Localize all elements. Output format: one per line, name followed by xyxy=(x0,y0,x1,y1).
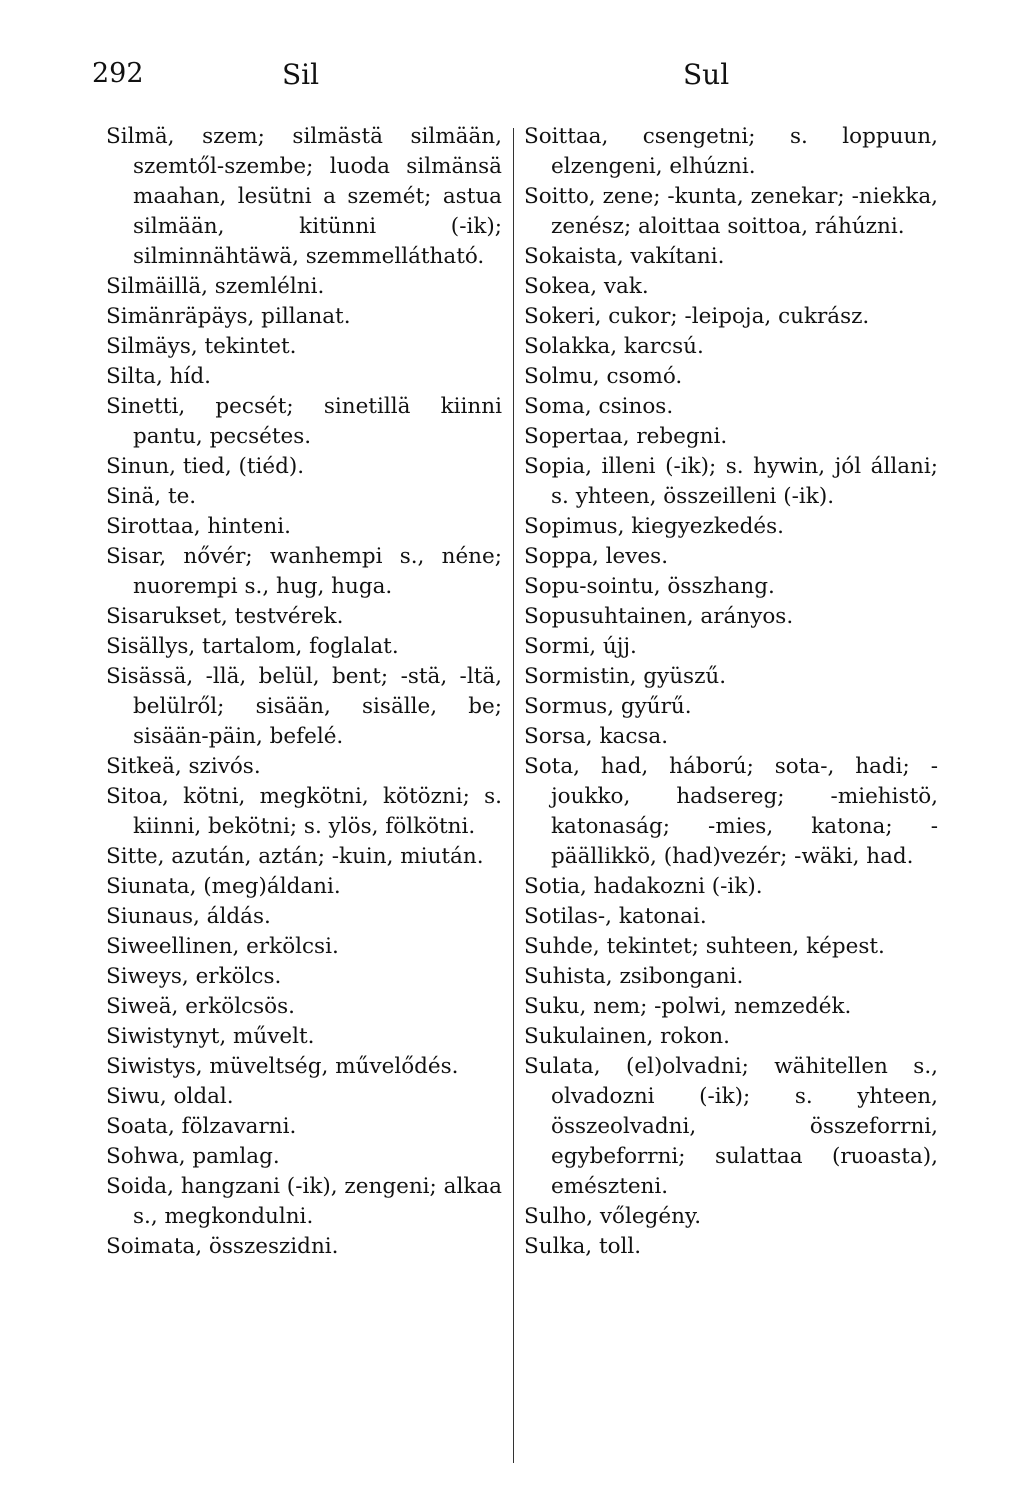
dictionary-entry: Sopu-sointu, összhang. xyxy=(524,574,775,599)
dictionary-entry: Sotia, hadakozni (-ik). xyxy=(524,874,763,899)
dictionary-entry: Sopusuhtainen, arányos. xyxy=(524,604,794,629)
dictionary-entry: Silta, híd. xyxy=(106,364,211,389)
dictionary-entry: Sisässä, -llä, belül, bent; -stä, -ltä, belülről; sisään, sisälle, be; sisään-päin, befelé. xyxy=(106,664,502,749)
dictionary-entry: Silmäillä, szemlélni. xyxy=(106,274,325,299)
dictionary-entry: Sokeri, cukor; -leipoja, cukrász. xyxy=(524,304,870,329)
dictionary-entry: Sotilas-, katonai. xyxy=(524,904,707,929)
dictionary-entry: Soppa, leves. xyxy=(524,544,669,569)
dictionary-entry: Sulka, toll. xyxy=(524,1234,642,1259)
left-column xyxy=(106,122,502,1262)
dictionary-entry: Sisar, nővér; wanhempi s., néne; nuorempi s., hug, huga. xyxy=(106,544,502,599)
dictionary-entry: Sulata, (el)olvadni; wähitellen s., olvadozni (-ik); s. yhteen, összeolvadni, összeforrni, egybeforrni; sulattaa (ruoasta), emészteni. xyxy=(524,1054,938,1199)
dictionary-entry: Soitto, zene; -kunta, zenekar; -niekka, zenész; aloittaa soittoa, ráhúzni. xyxy=(524,184,938,239)
dictionary-entry: Sormus, gyűrű. xyxy=(524,694,692,719)
dictionary-entry: Soida, hangzani (-ik), zengeni; alkaa s., megkondulni. xyxy=(106,1174,502,1229)
page-number: 292 xyxy=(92,58,144,89)
dictionary-entry: Suku, nem; -polwi, nemzedék. xyxy=(524,994,852,1019)
dictionary-entry: Sitte, azután, aztán; -kuin, miután. xyxy=(106,844,484,869)
dictionary-entry: Sopimus, kiegyezkedés. xyxy=(524,514,784,539)
dictionary-entry: Sopia, illeni (-ik); s. hywin, jól állani; s. yhteen, összeilleni (-ik). xyxy=(524,454,938,509)
right-column xyxy=(524,122,938,1262)
dictionary-entry: Sisällys, tartalom, foglalat. xyxy=(106,634,399,659)
dictionary-entry: Silmäys, tekintet. xyxy=(106,334,297,359)
dictionary-entry: Siwistynyt, művelt. xyxy=(106,1024,315,1049)
dictionary-entry: Sota, had, háború; sota-, hadi; -joukko, hadsereg; -miehistö, katonaság; -mies, katona; -päällikkö, (had)vezér; -wäki, had. xyxy=(524,754,938,869)
dictionary-entry: Sormistin, gyüszű. xyxy=(524,664,727,689)
dictionary-entry: Suhista, zsibongani. xyxy=(524,964,744,989)
page-header xyxy=(0,58,1024,98)
dictionary-entry: Soimata, összeszidni. xyxy=(106,1234,339,1259)
dictionary-entry: Sokaista, vakítani. xyxy=(524,244,725,269)
dictionary-entry: Sormi, újj. xyxy=(524,634,637,659)
left-running-head: Sil xyxy=(282,58,320,91)
dictionary-entry: Suhde, tekintet; suhteen, képest. xyxy=(524,934,885,959)
dictionary-entry: Siweä, erkölcsös. xyxy=(106,994,295,1019)
dictionary-entry: Simänräpäys, pillanat. xyxy=(106,304,351,329)
dictionary-entry: Siwistys, müveltség, művelődés. xyxy=(106,1054,459,1079)
dictionary-entry: Siunaus, áldás. xyxy=(106,904,271,929)
dictionary-entry: Sirottaa, hinteni. xyxy=(106,514,291,539)
column-divider xyxy=(513,128,514,1463)
dictionary-entry: Siweellinen, erkölcsi. xyxy=(106,934,339,959)
dictionary-entry: Soata, fölzavarni. xyxy=(106,1114,297,1139)
dictionary-entry: Sisarukset, testvérek. xyxy=(106,604,344,629)
dictionary-entry: Sitkeä, szivós. xyxy=(106,754,261,779)
dictionary-entry: Sukulainen, rokon. xyxy=(524,1024,730,1049)
dictionary-entry: Siunata, (meg)áldani. xyxy=(106,874,341,899)
right-running-head: Sul xyxy=(683,58,730,91)
dictionary-entry: Sulho, vőlegény. xyxy=(524,1204,702,1229)
dictionary-entry: Sitoa, kötni, megkötni, kötözni; s. kiinni, bekötni; s. ylös, fölkötni. xyxy=(106,784,502,839)
dictionary-entry: Siwu, oldal. xyxy=(106,1084,234,1109)
dictionary-entry: Soma, csinos. xyxy=(524,394,674,419)
dictionary-entry: Sinä, te. xyxy=(106,484,197,509)
dictionary-entry: Sinetti, pecsét; sinetillä kiinni pantu, pecsétes. xyxy=(106,394,502,449)
dictionary-entry: Sohwa, pamlag. xyxy=(106,1144,280,1169)
dictionary-entry: Sokea, vak. xyxy=(524,274,649,299)
dictionary-entry: Solmu, csomó. xyxy=(524,364,683,389)
dictionary-entry: Siweys, erkölcs. xyxy=(106,964,282,989)
dictionary-entry: Solakka, karcsú. xyxy=(524,334,704,359)
dictionary-entry: Silmä, szem; silmästä silmään, szemtől-szembe; luoda silmänsä maahan, lesütni a szemét; astua silmään, kitünni (-ik); silminnähtäwä, szemmellátható. xyxy=(106,124,502,269)
dictionary-entry: Sopertaa, rebegni. xyxy=(524,424,728,449)
dictionary-entry: Sinun, tied, (tiéd). xyxy=(106,454,305,479)
dictionary-entry: Sorsa, kacsa. xyxy=(524,724,669,749)
dictionary-entry: Soittaa, csengetni; s. loppuun, elzengeni, elhúzni. xyxy=(524,124,938,179)
